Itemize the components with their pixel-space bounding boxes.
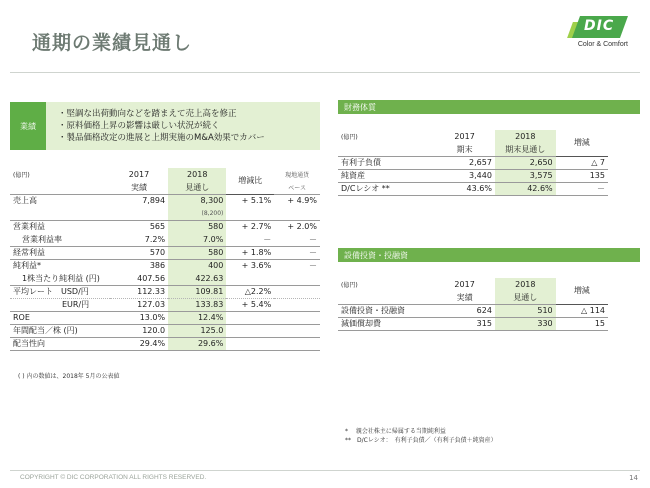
col-2018-sub: 見通し xyxy=(168,181,226,194)
page-number: 14 xyxy=(629,474,638,482)
finance-section-header: 財務体質 xyxy=(338,100,640,114)
table-row: 営業利益率 7.2% 7.0% － － xyxy=(10,233,320,246)
table-row: EUR/円 127.03 133.83 + 5.4% xyxy=(10,298,320,311)
unit-label: (億円) xyxy=(13,172,30,179)
logo-text: DIC xyxy=(584,18,615,34)
unit-label: (億円) xyxy=(341,282,358,289)
copyright: COPYRIGHT © DIC CORPORATION ALL RIGHTS RESERVED. xyxy=(20,474,207,481)
table-row: 営業利益 565 580 + 2.7% + 2.0% xyxy=(10,220,320,233)
footer-divider xyxy=(10,470,640,471)
table-row: 有利子負債 2,657 2,650 △ 7 xyxy=(338,156,608,169)
page-title: 通期の業績見通し xyxy=(32,32,193,54)
table-row: 売上高 7,894 8,300 + 5.1% + 4.9% xyxy=(10,194,320,207)
footnotes xyxy=(345,427,497,445)
table-row: 配当性向 29.4% 29.6% xyxy=(10,337,320,350)
performance-bullets xyxy=(46,102,320,150)
col-local: 現地通貨 xyxy=(285,172,310,179)
table-row: 設備投資・投融資 624 510 △ 114 xyxy=(338,304,608,317)
capex-table: (億円) 2017 2018 増減 実績 見通し 設備投資・投融資 624 510 △ 114 減価償却費 315 330 15 xyxy=(338,278,608,331)
finance-table: (億円) 2017 2018 増減 期末 期末見通し 有利子負債 2,657 2,650 △ 7 純資産 3,440 3,575 135 D/Cレシオ ** 43.6% 42.6% － xyxy=(338,130,608,196)
logo-tagline: Color & Comfort xyxy=(577,41,628,48)
col-2018: 2018 xyxy=(168,168,226,181)
table-row: 1株当たり純利益 (円) 407.56 422.63 xyxy=(10,272,320,285)
bullet-item: ・ 原料価格上昇の影響は厳しい状況が続く xyxy=(58,120,320,132)
footnote-item: ** D/Cレシオ： 有利子負債／（有利子負債＋純資産） xyxy=(345,437,497,444)
performance-label: 業績 xyxy=(10,102,46,150)
table-row: 平均レート USD/円 112.33 109.81 △2.2% xyxy=(10,285,320,298)
col-2017: 2017 xyxy=(128,170,150,179)
bullet-item: ・ 堅調な出荷動向などを踏まえて売上高を修正 xyxy=(58,108,320,120)
table-note: ( ) 内の数値は、2018年 5月の公表値 xyxy=(18,373,120,380)
table-row: ROE 13.0% 12.4% xyxy=(10,311,320,324)
capex-section-header: 設備投資・投融資 xyxy=(338,248,640,262)
bullet-item: ・ 製品価格改定の進展と上期実施のM&A効果でカバー xyxy=(58,132,320,144)
table-row: 純利益* 386 400 + 3.6% － xyxy=(10,259,320,272)
col-2017-sub: 実績 xyxy=(110,181,168,194)
table-row: 純資産 3,440 3,575 135 xyxy=(338,169,608,182)
table-row: 経常利益 570 580 + 1.8% － xyxy=(10,246,320,259)
unit-label: (億円) xyxy=(341,134,358,141)
col-change: 増減比 xyxy=(238,176,263,186)
title-divider xyxy=(10,72,640,73)
table-row: (8,200) xyxy=(10,207,320,220)
col-local-sub: ベース xyxy=(274,181,320,194)
table-row: 年間配当／株 (円) 120.0 125.0 xyxy=(10,324,320,337)
table-row: D/Cレシオ ** 43.6% 42.6% － xyxy=(338,182,608,195)
table-row: 減価償却費 315 330 15 xyxy=(338,317,608,330)
footnote-item: * 親会社株主に帰属する当期純利益 xyxy=(345,428,446,435)
performance-table xyxy=(10,168,320,351)
company-logo xyxy=(566,16,628,48)
